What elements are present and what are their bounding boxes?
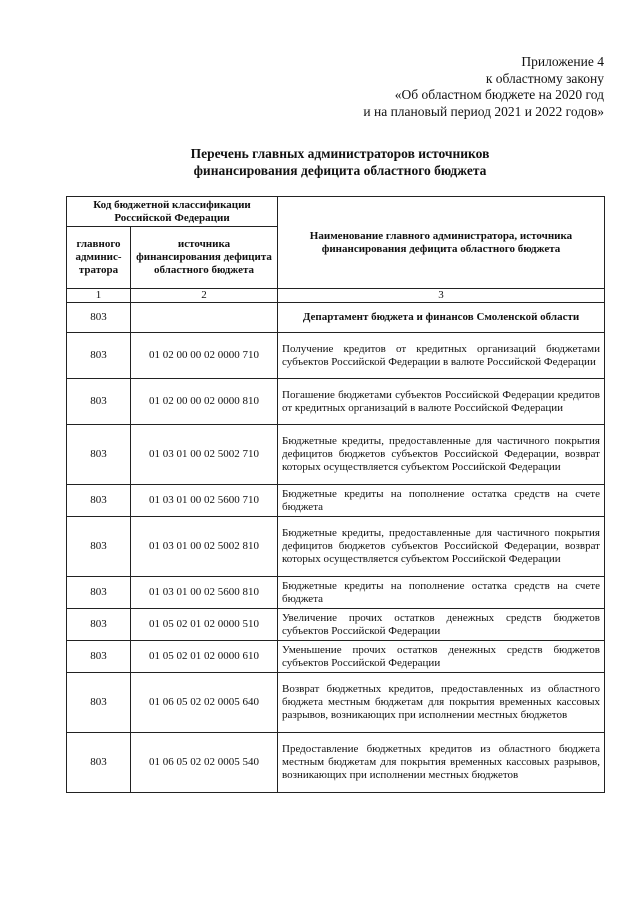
source-name-cell: Получение кредитов от кредитных организаций бюджетами субъектов Российской Федерации в валюте Российской Федерации <box>278 333 605 379</box>
table-row <box>67 425 605 485</box>
admin-code-cell: 803 <box>67 485 131 517</box>
table-row <box>67 673 605 733</box>
appendix-line-2: к областному закону <box>485 70 604 86</box>
title-line-2: финансирования дефицита областного бюджета <box>193 162 487 178</box>
source-name-cell: Возврат бюджетных кредитов, предоставленных из областного бюджета местным бюджетам для покрытия временных кассовых разрывов, возникающих при исполнении местных бюджетов <box>278 673 605 733</box>
source-name-cell: Предоставление бюджетных кредитов из областного бюджета местным бюджетам для покрытия временных кассовых разрывов, возникающих при исполнении местных бюджетов <box>278 733 605 793</box>
source-name-cell: Бюджетные кредиты, предоставленные для частичного покрытия дефицитов бюджетов субъектов Российской Федерации, возврат которых осуществляется субъектом Российской Федерации <box>278 425 605 485</box>
department-name: Департамент бюджета и финансов Смоленской области <box>278 303 605 333</box>
source-code-cell: 01 02 00 00 02 0000 810 <box>131 379 278 425</box>
department-row <box>67 303 605 333</box>
sources-table <box>66 196 605 793</box>
table-row <box>67 609 605 641</box>
source-name-cell: Бюджетные кредиты на пополнение остатка средств на счете бюджета <box>278 485 605 517</box>
source-code-cell: 01 03 01 00 02 5002 710 <box>131 425 278 485</box>
table-row <box>67 333 605 379</box>
appendix-line-1: Приложение 4 <box>521 54 604 69</box>
source-name-cell: Погашение бюджетами субъектов Российской Федерации кредитов от кредитных организаций в валюте Российской Федерации <box>278 379 605 425</box>
table-row <box>67 733 605 793</box>
source-code-cell: 01 02 00 00 02 0000 710 <box>131 333 278 379</box>
department-admin-code: 803 <box>67 303 131 333</box>
admin-code-cell: 803 <box>67 609 131 641</box>
admin-code-cell: 803 <box>67 333 131 379</box>
source-name-cell: Бюджетные кредиты, предоставленные для частичного покрытия дефицитов бюджетов субъектов Российской Федерации, возврат которых осуществляется субъектом Российской Федерации <box>278 517 605 577</box>
source-code-cell: 01 06 05 02 02 0005 540 <box>131 733 278 793</box>
source-name-cell: Бюджетные кредиты на пополнение остатка средств на счете бюджета <box>278 577 605 609</box>
admin-code-cell: 803 <box>67 673 131 733</box>
source-name-cell: Уменьшение прочих остатков денежных средств бюджетов субъектов Российской Федерации <box>278 641 605 673</box>
source-code-cell: 01 06 05 02 02 0005 640 <box>131 673 278 733</box>
admin-code-cell: 803 <box>67 733 131 793</box>
header-source-code: источника финансирования дефицита областного бюджета <box>131 227 278 289</box>
header-admin-code: главного админис-тратора <box>67 227 131 289</box>
table-row <box>67 485 605 517</box>
table-row <box>67 379 605 425</box>
table-row <box>67 641 605 673</box>
table-row <box>67 577 605 609</box>
admin-code-cell: 803 <box>67 379 131 425</box>
admin-code-cell: 803 <box>67 577 131 609</box>
header-budget-classification: Код бюджетной классификации Российской Федерации <box>67 197 278 227</box>
admin-code-cell: 803 <box>67 425 131 485</box>
source-code-cell: 01 05 02 01 02 0000 610 <box>131 641 278 673</box>
department-source-code-empty <box>131 303 278 333</box>
source-code-cell: 01 05 02 01 02 0000 510 <box>131 609 278 641</box>
source-code-cell: 01 03 01 00 02 5002 810 <box>131 517 278 577</box>
admin-code-cell: 803 <box>67 517 131 577</box>
source-code-cell: 01 03 01 00 02 5600 710 <box>131 485 278 517</box>
column-number-3: 3 <box>278 289 605 303</box>
source-name-cell: Увеличение прочих остатков денежных средств бюджетов субъектов Российской Федерации <box>278 609 605 641</box>
appendix-line-3: «Об областном бюджете на 2020 год <box>394 87 604 102</box>
source-code-cell: 01 03 01 00 02 5600 810 <box>131 577 278 609</box>
table-row <box>67 517 605 577</box>
document-title <box>60 146 620 179</box>
header-name: Наименование главного администратора, источника финансирования дефицита областного бюджета <box>278 197 605 289</box>
admin-code-cell: 803 <box>67 641 131 673</box>
appendix-line-4: и на плановый период 2021 и 2022 годов» <box>363 103 604 119</box>
column-number-1: 1 <box>67 289 131 303</box>
title-line-1: Перечень главных администраторов источников <box>190 146 490 161</box>
column-number-2: 2 <box>131 289 278 303</box>
appendix-heading <box>363 54 604 120</box>
